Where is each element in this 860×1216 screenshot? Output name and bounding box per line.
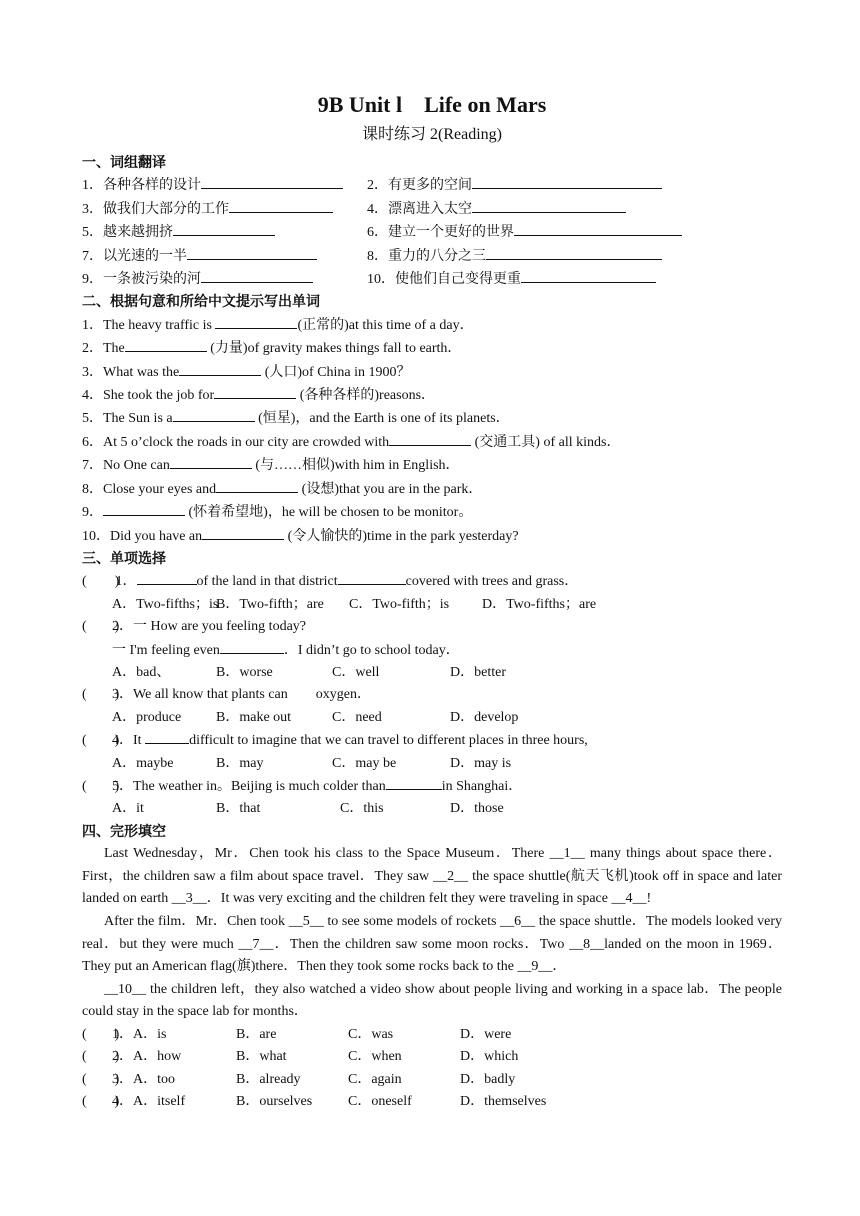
phrase-item xyxy=(367,245,782,268)
phrase-text: 9．一条被污染的河 xyxy=(82,272,201,288)
option-a[interactable]: 1．A．is xyxy=(112,1026,167,1042)
cloze-answer-row xyxy=(82,1069,782,1091)
phrase-text: 5．越来越拥挤 xyxy=(82,225,173,241)
sentence-start: 3．What was the xyxy=(82,364,180,380)
answer-blank[interactable] xyxy=(173,221,275,236)
sentence-end: (设想)that you are in the park． xyxy=(298,481,483,497)
word-fill-item xyxy=(82,501,782,524)
phrase-item xyxy=(367,174,782,197)
page-subtitle: 课时练习 2(Reading) xyxy=(362,126,502,143)
answer-blank[interactable] xyxy=(201,174,343,189)
option-a[interactable]: 3．A．too xyxy=(112,1071,175,1087)
option-a[interactable]: A．Two-fifths；is xyxy=(112,596,219,612)
phrase-row xyxy=(82,174,782,197)
cloze-answer-row xyxy=(82,1091,782,1113)
phrase-row xyxy=(82,268,782,291)
option-a[interactable]: A．it xyxy=(112,801,144,817)
phrase-text: 8．重力的八分之三 xyxy=(367,248,486,264)
answer-blank[interactable] xyxy=(201,268,313,283)
answer-blank[interactable] xyxy=(103,501,185,516)
section-heading-cloze: 四、完形填空 xyxy=(82,823,166,840)
option-b[interactable]: B．what xyxy=(236,1049,287,1065)
section-heading-multiple-choice: 三、单项选择 xyxy=(82,550,166,567)
cloze-paragraph-1: Last Wednesday，Mr．Chen took his class to the Space Museum．There __1__ many things about space there．First，the children saw a film about space travel．They saw __2__ the space shuttle(航天飞机)took off in space and later landed on earth __3__．It was very exciting and the children felt they were traveling in space __4__! xyxy=(82,846,782,907)
phrase-item xyxy=(82,221,367,244)
sentence-end: (怀着希望地)，he will be chosen to be monitor。 xyxy=(185,505,473,521)
word-fill-list xyxy=(82,314,782,548)
phrase-item xyxy=(82,268,367,291)
worksheet-page xyxy=(82,88,782,1114)
option-c[interactable]: C．again xyxy=(348,1071,402,1087)
sentence-start: 4．She took the job for xyxy=(82,388,215,404)
option-c[interactable]: C．Two-fifth；is xyxy=(349,596,450,612)
cloze-answer-row xyxy=(82,1024,782,1046)
sentence-end: (力量)of gravity makes things fall to earth． xyxy=(206,341,462,357)
mc-question-5: ( )5．The weather in。Beijing is much colder than in Shanghai． xyxy=(82,775,782,798)
sentence-start: 10．Did you have an xyxy=(82,528,203,544)
word-fill-item xyxy=(82,361,782,384)
option-d[interactable]: D．badly xyxy=(460,1071,516,1087)
sentence-end: (人口)of China in 1900？ xyxy=(261,364,411,380)
answer-paren[interactable]: ( ) xyxy=(82,1071,120,1087)
answer-paren[interactable]: ( ) xyxy=(82,778,120,794)
sentence-end: (令人愉快的)time in the park yesterday? xyxy=(284,528,519,544)
phrase-item xyxy=(367,221,782,244)
answer-paren[interactable]: ( ) xyxy=(82,733,120,749)
option-c[interactable]: C．oneself xyxy=(348,1094,412,1110)
answer-blank[interactable] xyxy=(202,525,284,540)
phrase-item xyxy=(367,198,782,221)
word-fill-item xyxy=(82,384,782,407)
mc-question-1: ( ) 1． of the land in that district covered with trees and grass． xyxy=(82,570,782,593)
option-c[interactable]: C．may be xyxy=(332,755,397,771)
section-heading-word-fill: 二、根据句意和所给中文提示写出单词 xyxy=(82,294,320,311)
option-a[interactable]: A．maybe xyxy=(112,755,174,771)
answer-blank[interactable] xyxy=(486,245,662,260)
option-c[interactable]: C．when xyxy=(348,1049,402,1065)
mc-options-2 xyxy=(82,662,782,684)
phrase-text: 1．各种各样的设计 xyxy=(82,178,201,194)
phrase-text: 4．漂离进入太空 xyxy=(367,201,472,217)
word-fill-item xyxy=(82,337,782,360)
answer-blank[interactable] xyxy=(187,245,317,260)
option-d[interactable]: D．better xyxy=(450,664,506,680)
cloze-paragraph-2: After the film．Mr．Chen took __5__ to see some models of rockets __6__ the space shuttle．The models looked very real．but they were much __7__．Then the children saw some moon rocks．Two __8__landed on the moon in 1969．They put an American flag(旗)there．Then they took some rocks back to the __9__． xyxy=(82,913,782,975)
answer-blank[interactable] xyxy=(173,407,255,422)
sentence-end: (恒星)，and the Earth is one of its planets． xyxy=(254,411,510,427)
answer-paren[interactable]: ( ) xyxy=(82,1049,120,1065)
answer-paren[interactable]: ( ) xyxy=(82,1094,120,1110)
phrase-row xyxy=(82,198,782,221)
section-heading-phrase-translation: 一、词组翻译 xyxy=(82,155,166,171)
option-a[interactable]: 4．A．itself xyxy=(112,1094,186,1110)
option-a[interactable]: 2．A．how xyxy=(112,1049,182,1065)
word-fill-item xyxy=(82,454,782,477)
answer-blank[interactable] xyxy=(338,570,406,585)
option-b[interactable]: B．that xyxy=(216,801,261,817)
mc-options-3 xyxy=(82,707,782,729)
answer-blank[interactable] xyxy=(521,268,656,283)
answer-paren[interactable]: ( ) xyxy=(82,1026,120,1042)
sentence-start: 9． xyxy=(82,505,103,521)
option-d[interactable]: D．which xyxy=(460,1049,519,1065)
option-c[interactable]: C．need xyxy=(332,709,382,725)
answer-blank[interactable] xyxy=(514,221,682,236)
phrase-text: 3．做我们大部分的工作 xyxy=(82,201,229,217)
answer-blank[interactable] xyxy=(170,454,252,469)
phrase-text: 6．建立一个更好的世界 xyxy=(367,225,514,241)
mc-question-3: ( )3．We all know that plants can oxygen． xyxy=(82,684,782,706)
answer-blank[interactable] xyxy=(472,174,662,189)
mc-options-4 xyxy=(82,753,782,775)
answer-paren[interactable]: ( ) xyxy=(82,687,120,703)
mc-options-1 xyxy=(82,594,782,616)
option-b[interactable]: B．may xyxy=(216,755,264,771)
word-fill-item xyxy=(82,525,782,548)
phrase-item xyxy=(82,245,367,268)
word-fill-item xyxy=(82,431,782,454)
option-d[interactable]: D．Two-fifths；are xyxy=(482,596,597,612)
answer-paren[interactable]: ( ) xyxy=(82,619,120,635)
page-title: 9B Unit l Life on Mars xyxy=(317,92,547,117)
word-fill-item xyxy=(82,407,782,430)
mc-options-5 xyxy=(82,798,782,820)
option-d[interactable]: D．may is xyxy=(450,755,512,771)
option-b[interactable]: B．make out xyxy=(216,709,292,725)
sentence-end: (交通工具) of all kinds． xyxy=(471,434,621,450)
option-d[interactable]: D．those xyxy=(450,801,504,817)
answer-blank[interactable] xyxy=(229,198,333,213)
cloze-paragraph-3: __10__ the children left，they also watched a video show about people living and working in a space lab．The people could stay in the space lab for months． xyxy=(82,981,782,1020)
option-d[interactable]: D．develop xyxy=(450,709,519,725)
sentence-start: 5．The Sun is a xyxy=(82,411,173,427)
option-c[interactable]: C．this xyxy=(340,801,384,817)
sentence-start: 8．Close your eyes and xyxy=(82,481,217,497)
sentence-start: 7．No One can xyxy=(82,458,170,474)
answer-blank[interactable] xyxy=(472,198,626,213)
word-fill-item xyxy=(82,478,782,501)
mc-question-4: ( )4．It difficult to imagine that we can travel to different places in three hours, xyxy=(82,729,782,752)
answer-blank[interactable] xyxy=(145,729,189,744)
cloze-answer-list xyxy=(82,1024,782,1114)
answer-blank[interactable] xyxy=(220,639,284,654)
sentence-end: (各种各样的)reasons． xyxy=(296,388,436,404)
answer-paren[interactable]: ( ) xyxy=(82,574,120,590)
answer-blank[interactable] xyxy=(215,314,297,329)
sentence-start: 1．The heavy traffic is xyxy=(82,317,216,333)
answer-blank[interactable] xyxy=(137,570,197,585)
option-a[interactable]: A．bad、 xyxy=(112,664,171,680)
answer-blank[interactable] xyxy=(389,431,471,446)
answer-blank[interactable] xyxy=(216,478,298,493)
word-fill-item xyxy=(82,314,782,337)
answer-blank[interactable] xyxy=(214,384,296,399)
option-a[interactable]: A．produce xyxy=(112,709,182,725)
option-b[interactable]: B．are xyxy=(236,1026,277,1042)
option-b[interactable]: B．Two-fifth；are xyxy=(216,596,324,612)
option-c[interactable]: C．was xyxy=(348,1026,394,1042)
phrase-translation-list xyxy=(82,174,782,291)
phrase-item xyxy=(367,268,782,291)
sentence-start: 6．At 5 o’clock the roads in our city are crowded with xyxy=(82,434,390,450)
mc-question-2-reply: 一 I'm feeling even ．I didn’t go to school today． xyxy=(82,639,782,662)
cloze-answer-row xyxy=(82,1046,782,1068)
phrase-text: 7．以光速的一半 xyxy=(82,248,187,264)
mc-question-2: ( )2．一 How are you feeling today? xyxy=(82,616,782,638)
answer-blank[interactable] xyxy=(386,775,442,790)
phrase-row xyxy=(82,221,782,244)
option-b[interactable]: B．ourselves xyxy=(236,1094,313,1110)
answer-blank[interactable] xyxy=(125,337,207,352)
phrase-item xyxy=(82,174,367,197)
phrase-text: 10．使他们自己变得更重 xyxy=(367,272,521,288)
option-b[interactable]: B．already xyxy=(236,1071,301,1087)
phrase-item xyxy=(82,198,367,221)
answer-blank[interactable] xyxy=(179,361,261,376)
sentence-start: 2．The xyxy=(82,341,125,357)
sentence-end: (与……相似)with him in English． xyxy=(251,458,460,474)
option-d[interactable]: D．themselves xyxy=(460,1094,547,1110)
phrase-row xyxy=(82,245,782,268)
option-b[interactable]: B．worse xyxy=(216,664,273,680)
phrase-text: 2．有更多的空间 xyxy=(367,178,472,194)
sentence-end: (正常的)at this time of a day． xyxy=(297,317,474,333)
option-c[interactable]: C．well xyxy=(332,664,380,680)
option-d[interactable]: D．were xyxy=(460,1026,512,1042)
